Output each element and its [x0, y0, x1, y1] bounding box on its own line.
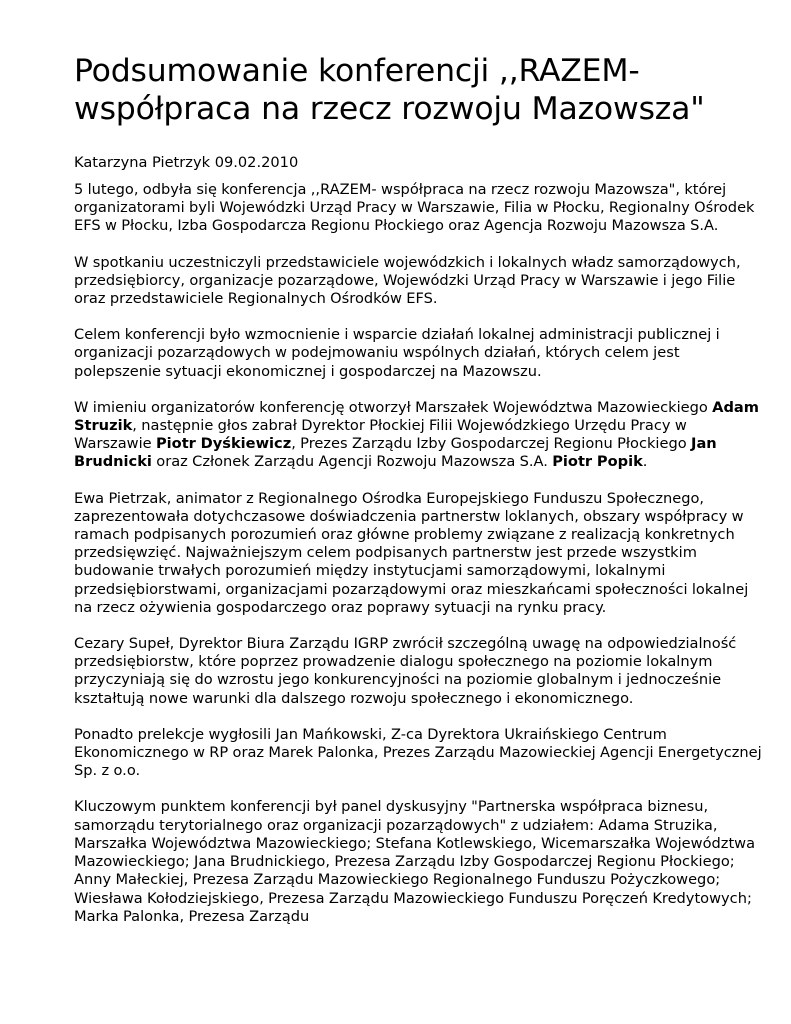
article-body — [74, 181, 764, 926]
paragraph-goal: Celem konferencji było wzmocnienie i wsparcie działań lokalnej administracji publicznej i organizacji pozarządowych w podejmowaniu wspólnych działań, których celem jest polepszenie sytuacji ekonomicznej i gospodarczej na Mazowszu. — [74, 326, 720, 380]
author-name: Katarzyna Pietrzyk — [74, 154, 211, 171]
document-page — [74, 52, 764, 944]
organizers-text-3: , Prezes Zarządu Izby Gospodarczej Regionu Płockiego — [291, 435, 692, 453]
paragraph-participants: W spotkaniu uczestniczyli przedstawiciele wojewódzkich i lokalnych władz samorządowych, przedsiębiorcy, organizacje pozarządowe, Wojewódzki Urząd Pracy w Warszawie i jego Filie oraz przedstawiciele Regionalnych Ośrodków EFS. — [74, 253, 741, 308]
organizers-text-4: oraz Członek Zarządu Agencji Rozwoju Mazowsza S.A. — [151, 453, 553, 471]
article-title: Podsumowanie konferencji ,,RAZEM- współpraca na rzecz rozwoju Mazowsza" — [74, 53, 705, 127]
organizers-text-1: W imieniu organizatorów konferencję otworzył Marszałek Województwa Mazowieckiego — [74, 398, 713, 416]
publication-date: 09.02.2010 — [214, 154, 299, 171]
paragraph-presentation: Ewa Pietrzak, animator z Regionalnego Ośrodka Europejskiego Funduszu Społecznego, zaprezentowała dotychczasowe doświadczenia partnerstw loklanych, obszary współpracy w ramach podpisanych porozumień oraz główne problemy związane z realizacją konkretnych przedsięwzięć. Najważniejszym celem podpisanych partnerstw jest przede wszystkim budowanie trwałych porozumień między instytucjami samorządowymi, lokalnymi przedsiębiorstwami, organizacjami pozarządowymi oraz mieszkańcami społeczności lokalnej na rzecz ożywienia gospodarczego oraz poprawy sytuacji na rynku pracy. — [74, 489, 749, 616]
paragraph-organizers — [74, 399, 764, 472]
paragraph-panel: Kluczowym punktem konferencji był panel dyskusyjny "Partnerska współpraca biznesu, samorządu terytorialnego oraz organizacji pozarządowych" z udziałem: Adama Struzika, Marszałka Województwa Mazowieckiego; Stefana Kotlewskiego, Wicemarszałka Województwa Mazowieckiego; Jana Brudnickiego, Prezesa Zarządu Izby Gospodarczej Regionu Płockiego; Anny Małeckiej, Prezesa Zarządu Mazowieckiego Regionalnego Funduszu Pożyczkowego; Wiesława Kołodziejskiego, Prezesa Zarządu Mazowieckiego Funduszu Poręczeń Kredytowych; Marka Palonka, Prezesa Zarządu — [74, 798, 756, 925]
paragraph-responsibility: Cezary Supeł, Dyrektor Biura Zarządu IGRP zwrócił szczególną uwagę na odpowiedzialność przedsiębiorstw, które poprzez prowadzenie dialogu społecznego na poziomie lokalnym przyczyniają się do wzrostu jego konkurencyjności na poziomie globalnym i jednocześnie kształtują nowe warunki dla dalszego rozwoju społecznego i ekonomicznego. — [74, 635, 737, 707]
paragraph-intro: 5 lutego, odbyła się konferencja ,,RAZEM- współpraca na rzecz rozwoju Mazowsza", której organizatorami byli Wojewódzki Urząd Pracy w Warszawie, Filia w Płocku, Regionalny Ośrodek EFS w Płocku, Izba Gospodarcza Regionu Płockiego oraz Agencja Rozwoju Mazowsza S.A. — [74, 181, 755, 235]
speaker-name: Jan Brudnicki — [74, 435, 717, 471]
speaker-name: Adam Struzik — [74, 398, 759, 435]
organizers-text-2: , następnie głos zabrał Dyrektor Płockiej Filii Wojewódzkiego Urzędu Pracy w Warszawie — [74, 417, 687, 453]
organizers-text-5: . — [642, 453, 648, 471]
paragraph-lectures: Ponadto prelekcje wygłosili Jan Mańkowski, Z-ca Dyrektora Ukraińskiego Centrum Ekonomicznego w RP oraz Marek Palonka, Prezes Zarządu Mazowieckiej Agencji Energetycznej Sp. z o.o. — [74, 725, 762, 780]
speaker-name: Piotr Popik — [552, 453, 643, 471]
article-byline — [74, 154, 764, 172]
speaker-name: Piotr Dyśkiewicz — [155, 435, 292, 453]
